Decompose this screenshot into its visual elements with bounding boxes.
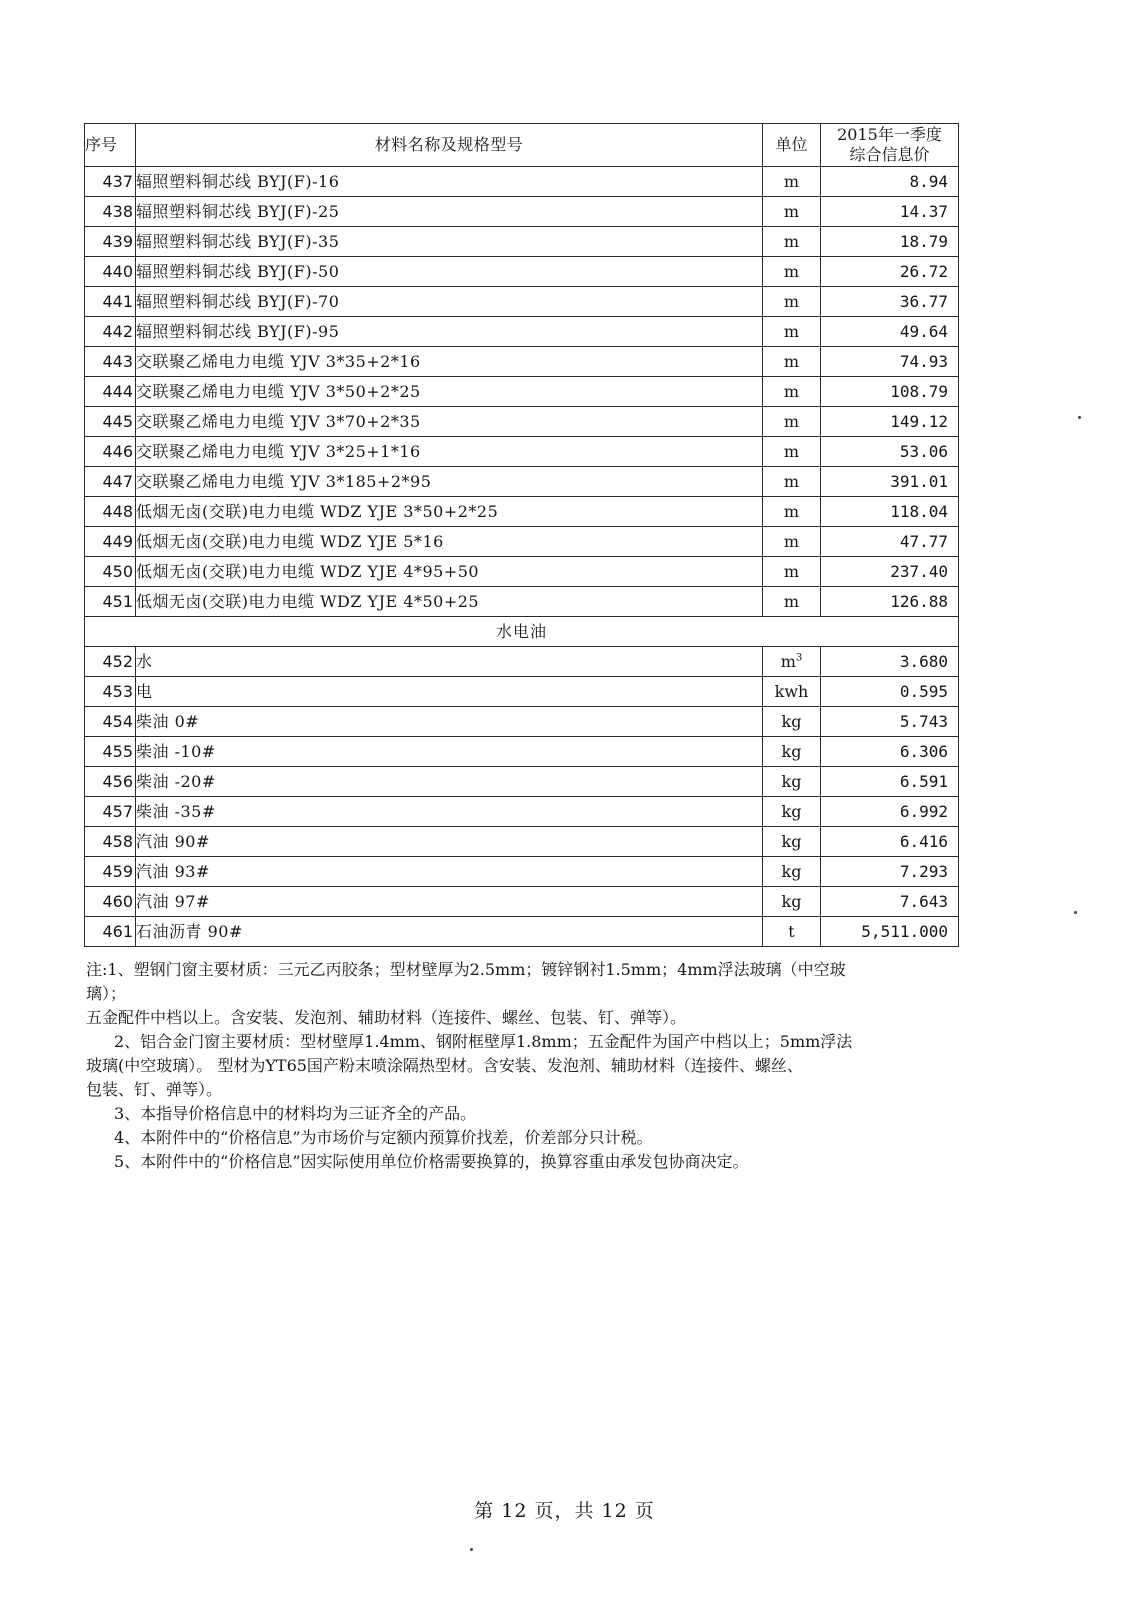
cell-price-text: 3.680 [899, 652, 948, 671]
cell-unit-text: m [780, 652, 796, 671]
cell-name-text: 柴油 0# [136, 712, 200, 731]
cell-price-text: 18.79 [899, 232, 948, 251]
cell-name-text: 低烟无卤(交联)电力电缆 WDZ YJE 5*16 [136, 532, 444, 551]
note-2-line-1: 2、铝合金门窗主要材质：型材壁厚1.4mm、钢附框壁厚1.8mm；五金配件为国产中档以上；5mm浮法 [114, 1032, 853, 1051]
cell-name [136, 677, 763, 707]
table-row [85, 707, 959, 737]
cell-price [821, 287, 959, 317]
cell-price-text: 6.992 [899, 802, 948, 821]
table-row [85, 587, 959, 617]
cell-unit [763, 857, 821, 887]
cell-name-text: 石油沥青 90# [136, 922, 243, 941]
cell-no-text: 441 [102, 292, 133, 311]
cell-no-text: 447 [102, 472, 133, 491]
cell-price-text: 26.72 [899, 262, 948, 281]
cell-unit [763, 347, 821, 377]
note-1-line-2: 璃）； [86, 984, 127, 1003]
cell-unit-text: m [783, 502, 800, 521]
table-row [85, 767, 959, 797]
cell-name-text: 交联聚乙烯电力电缆 YJV 3*70+2*35 [136, 412, 421, 431]
cell-unit-text: kg [781, 712, 802, 731]
cell-price-text: 118.04 [890, 502, 948, 521]
table-row [85, 857, 959, 887]
cell-price [821, 917, 959, 947]
cell-no-text: 439 [102, 232, 133, 251]
cell-no-text: 438 [102, 202, 133, 221]
table-row [85, 527, 959, 557]
cell-name-text: 低烟无卤(交联)电力电缆 WDZ YJE 4*50+25 [136, 592, 480, 611]
cell-unit-text: m [783, 472, 800, 491]
cell-no-text: 455 [102, 742, 133, 761]
cell-unit [763, 767, 821, 797]
table-row [85, 677, 959, 707]
cell-price [821, 677, 959, 707]
table-row [85, 377, 959, 407]
cell-name [136, 257, 763, 287]
cell-price-text: 6.306 [899, 742, 948, 761]
cell-price [821, 827, 959, 857]
table-row [85, 407, 959, 437]
table-row [85, 287, 959, 317]
cell-unit-text: m [783, 292, 800, 311]
cell-no-text: 446 [102, 442, 133, 461]
cell-name-text: 低烟无卤(交联)电力电缆 WDZ YJE 4*95+50 [136, 562, 480, 581]
cell-unit [763, 437, 821, 467]
cell-price-text: 391.01 [890, 472, 948, 491]
cell-no-text: 449 [102, 532, 133, 551]
cell-name-text: 汽油 93# [136, 862, 210, 881]
note-2-line-3: 包装、钉、弹等）。 [86, 1080, 223, 1099]
cell-price-text: 5.743 [899, 712, 948, 731]
cell-name [136, 707, 763, 737]
cell-unit-text: kg [781, 772, 802, 791]
cell-price [821, 767, 959, 797]
cell-name [136, 587, 763, 617]
note-4: 4、本附件中的“价格信息”为市场价与定额内预算价找差，价差部分只计税。 [114, 1128, 653, 1147]
cell-name-text: 辐照塑料铜芯线 BYJ(F)-25 [136, 202, 340, 221]
cell-no-text: 444 [102, 382, 133, 401]
cell-price [821, 257, 959, 287]
note-3: 3、本指导价格信息中的材料均为三证齐全的产品。 [114, 1104, 477, 1123]
cell-name-text: 汽油 97# [136, 892, 210, 911]
cell-unit [763, 467, 821, 497]
cell-no [85, 437, 136, 467]
cell-unit [763, 737, 821, 767]
cell-unit [763, 887, 821, 917]
cell-unit-text: m [783, 352, 800, 371]
cell-no [85, 407, 136, 437]
cell-unit-text: m [783, 592, 800, 611]
cell-price-text: 126.88 [890, 592, 948, 611]
table-row [85, 257, 959, 287]
cell-unit [763, 227, 821, 257]
cell-price-text: 7.643 [899, 892, 948, 911]
cell-no-text: 440 [102, 262, 133, 281]
note-1-line-1: 注:1、塑钢门窗主要材质：三元乙丙胶条；型材壁厚为2.5mm；镀锌钢衬1.5mm；4mm浮法玻璃（中空玻 [86, 960, 846, 979]
cell-price-text: 7.293 [899, 862, 948, 881]
table-body-cables [85, 167, 959, 617]
table-header-row [85, 124, 959, 167]
cell-no [85, 707, 136, 737]
table-row [85, 197, 959, 227]
cell-name [136, 557, 763, 587]
header-price-line1: 2015年一季度 [837, 125, 942, 144]
cell-price [821, 167, 959, 197]
section-row [85, 617, 959, 647]
cell-no [85, 557, 136, 587]
note-2-line-2: 玻璃(中空玻璃）。 型材为YT65国产粉末喷涂隔热型材。含安装、发泡剂、辅助材料（连接件、螺丝、 [86, 1056, 803, 1075]
cell-unit-text: kg [781, 862, 802, 881]
cell-price-text: 5,511.000 [861, 922, 948, 941]
cell-no-text: 458 [102, 832, 133, 851]
cell-name [136, 197, 763, 227]
page-footer: 第 12 页，共 12 页 [474, 1500, 655, 1522]
table-row [85, 497, 959, 527]
cell-price-text: 237.40 [890, 562, 948, 581]
cell-unit-text: m [783, 382, 800, 401]
cell-no-text: 452 [102, 652, 133, 671]
cell-name-text: 柴油 -20# [136, 772, 216, 791]
cell-price-text: 6.416 [899, 832, 948, 851]
cell-no-text: 456 [102, 772, 133, 791]
cell-no [85, 677, 136, 707]
header-price [821, 124, 959, 167]
cell-no-text: 451 [102, 592, 133, 611]
cell-unit-text: t [788, 922, 795, 941]
table-row [85, 317, 959, 347]
cell-unit [763, 917, 821, 947]
header-unit: 单位 [763, 124, 821, 167]
cell-no [85, 317, 136, 347]
cell-price [821, 227, 959, 257]
cell-price [821, 347, 959, 377]
cell-no-text: 445 [102, 412, 133, 431]
section-title: 水电油 [85, 617, 959, 647]
cell-unit-text: m [783, 202, 800, 221]
note-1-line-3: 五金配件中档以上。含安装、发泡剂、辅助材料（连接件、螺丝、包装、钉、弹等）。 [86, 1008, 687, 1027]
cell-no [85, 347, 136, 377]
cell-unit [763, 827, 821, 857]
cell-unit [763, 167, 821, 197]
cell-name [136, 227, 763, 257]
cell-name-text: 电 [136, 682, 153, 701]
scan-speck [1078, 416, 1081, 419]
cell-price [821, 587, 959, 617]
cell-unit [763, 197, 821, 227]
cell-no-text: 459 [102, 862, 133, 881]
cell-name [136, 467, 763, 497]
cell-price-text: 36.77 [899, 292, 948, 311]
cell-name [136, 167, 763, 197]
table-row [85, 737, 959, 767]
cell-unit [763, 557, 821, 587]
table-row [85, 647, 959, 677]
cell-no [85, 587, 136, 617]
cell-no [85, 287, 136, 317]
cell-name-text: 辐照塑料铜芯线 BYJ(F)-35 [136, 232, 340, 251]
cell-name [136, 497, 763, 527]
cell-price [821, 887, 959, 917]
table-section [85, 617, 959, 647]
price-table [84, 123, 959, 947]
table-row [85, 467, 959, 497]
cell-unit [763, 377, 821, 407]
notes [86, 958, 936, 1174]
table-row [85, 167, 959, 197]
cell-unit-text: kg [781, 892, 802, 911]
cell-price-text: 53.06 [899, 442, 948, 461]
cell-no [85, 797, 136, 827]
cell-unit [763, 317, 821, 347]
cell-name-text: 交联聚乙烯电力电缆 YJV 3*185+2*95 [136, 472, 432, 491]
cell-name [136, 767, 763, 797]
cell-no [85, 737, 136, 767]
cell-unit [763, 677, 821, 707]
cell-unit [763, 497, 821, 527]
cell-no [85, 257, 136, 287]
cell-no [85, 497, 136, 527]
cell-unit [763, 407, 821, 437]
cell-unit [763, 287, 821, 317]
cell-no [85, 767, 136, 797]
cell-name-text: 柴油 -10# [136, 742, 216, 761]
table-row [85, 887, 959, 917]
cell-unit-text: m [783, 172, 800, 191]
cell-name-text: 汽油 90# [136, 832, 210, 851]
cell-unit-text: kg [781, 802, 802, 821]
scan-speck [1074, 911, 1077, 914]
table-row [85, 827, 959, 857]
header-no: 序号 [85, 124, 136, 167]
cell-price [821, 557, 959, 587]
cell-unit-text: m [783, 562, 800, 581]
cell-price [821, 377, 959, 407]
cell-no [85, 527, 136, 557]
cell-name-text: 交联聚乙烯电力电缆 YJV 3*35+2*16 [136, 352, 421, 371]
table-row [85, 797, 959, 827]
table-row [85, 347, 959, 377]
cell-no [85, 887, 136, 917]
cell-no-text: 457 [102, 802, 133, 821]
cell-no [85, 197, 136, 227]
cell-name [136, 347, 763, 377]
cell-price [821, 647, 959, 677]
cell-name [136, 797, 763, 827]
cell-name [136, 737, 763, 767]
cell-unit [763, 257, 821, 287]
table-body-utilities [85, 647, 959, 947]
cell-price-text: 47.77 [899, 532, 948, 551]
cell-name-text: 柴油 -35# [136, 802, 216, 821]
cell-no [85, 467, 136, 497]
cell-price [821, 197, 959, 227]
cell-price [821, 407, 959, 437]
note-5: 5、本附件中的“价格信息”因实际使用单位价格需要换算的，换算容重由承发包协商决定。 [114, 1152, 749, 1171]
cell-unit-text: m [783, 412, 800, 431]
cell-unit [763, 797, 821, 827]
cell-price [821, 317, 959, 347]
cell-name [136, 827, 763, 857]
cell-name [136, 527, 763, 557]
cell-price-text: 14.37 [899, 202, 948, 221]
cell-unit-text: kg [781, 742, 802, 761]
cell-unit-text: m [783, 232, 800, 251]
cell-unit-text: m [783, 442, 800, 461]
cell-name [136, 857, 763, 887]
cell-name-text: 低烟无卤(交联)电力电缆 WDZ YJE 3*50+2*25 [136, 502, 499, 521]
cell-no [85, 227, 136, 257]
cell-no [85, 917, 136, 947]
cell-name [136, 377, 763, 407]
cell-no [85, 167, 136, 197]
table-row [85, 227, 959, 257]
cell-name [136, 407, 763, 437]
cell-name [136, 437, 763, 467]
cell-unit-text: m [783, 262, 800, 281]
cell-no [85, 857, 136, 887]
cell-unit [763, 527, 821, 557]
cell-price-text: 8.94 [909, 172, 948, 191]
cell-name [136, 917, 763, 947]
cell-unit [763, 647, 821, 677]
cell-price-text: 0.595 [899, 682, 948, 701]
cell-no-text: 443 [102, 352, 133, 371]
header-price-line2: 综合信息价 [849, 145, 930, 164]
cell-name [136, 317, 763, 347]
cell-price-text: 6.591 [899, 772, 948, 791]
table-row [85, 437, 959, 467]
cell-unit [763, 587, 821, 617]
cell-name-text: 辐照塑料铜芯线 BYJ(F)-95 [136, 322, 340, 341]
cell-price [821, 437, 959, 467]
cell-price-text: 49.64 [899, 322, 948, 341]
cell-no-text: 450 [102, 562, 133, 581]
cell-name-text: 辐照塑料铜芯线 BYJ(F)-16 [136, 172, 340, 191]
cell-no-text: 460 [102, 892, 133, 911]
cell-no-text: 448 [102, 502, 133, 521]
cell-no [85, 647, 136, 677]
header-name: 材料名称及规格型号 [136, 124, 763, 167]
cell-name-text: 交联聚乙烯电力电缆 YJV 3*50+2*25 [136, 382, 421, 401]
cell-no [85, 827, 136, 857]
cell-price-text: 149.12 [890, 412, 948, 431]
scan-speck [470, 1548, 473, 1551]
cell-name [136, 887, 763, 917]
cell-no-text: 454 [102, 712, 133, 731]
cell-unit-superscript: 3 [795, 652, 803, 664]
cell-unit [763, 707, 821, 737]
cell-price [821, 797, 959, 827]
table-row [85, 917, 959, 947]
cell-no-text: 442 [102, 322, 133, 341]
cell-price [821, 467, 959, 497]
cell-name [136, 647, 763, 677]
cell-name-text: 水 [136, 652, 153, 671]
cell-name-text: 辐照塑料铜芯线 BYJ(F)-70 [136, 292, 340, 311]
cell-price [821, 737, 959, 767]
cell-price [821, 857, 959, 887]
cell-name [136, 287, 763, 317]
cell-name-text: 辐照塑料铜芯线 BYJ(F)-50 [136, 262, 340, 281]
cell-no-text: 453 [102, 682, 133, 701]
cell-no-text: 461 [102, 922, 133, 941]
cell-price-text: 108.79 [890, 382, 948, 401]
cell-unit-text: m [783, 532, 800, 551]
cell-name-text: 交联聚乙烯电力电缆 YJV 3*25+1*16 [136, 442, 421, 461]
cell-unit-text: m [783, 322, 800, 341]
cell-price [821, 527, 959, 557]
cell-price [821, 497, 959, 527]
cell-price [821, 707, 959, 737]
cell-price-text: 74.93 [899, 352, 948, 371]
cell-unit-text: kwh [774, 682, 809, 701]
cell-unit-text: kg [781, 832, 802, 851]
table-row [85, 557, 959, 587]
cell-no [85, 377, 136, 407]
cell-no-text: 437 [102, 172, 133, 191]
